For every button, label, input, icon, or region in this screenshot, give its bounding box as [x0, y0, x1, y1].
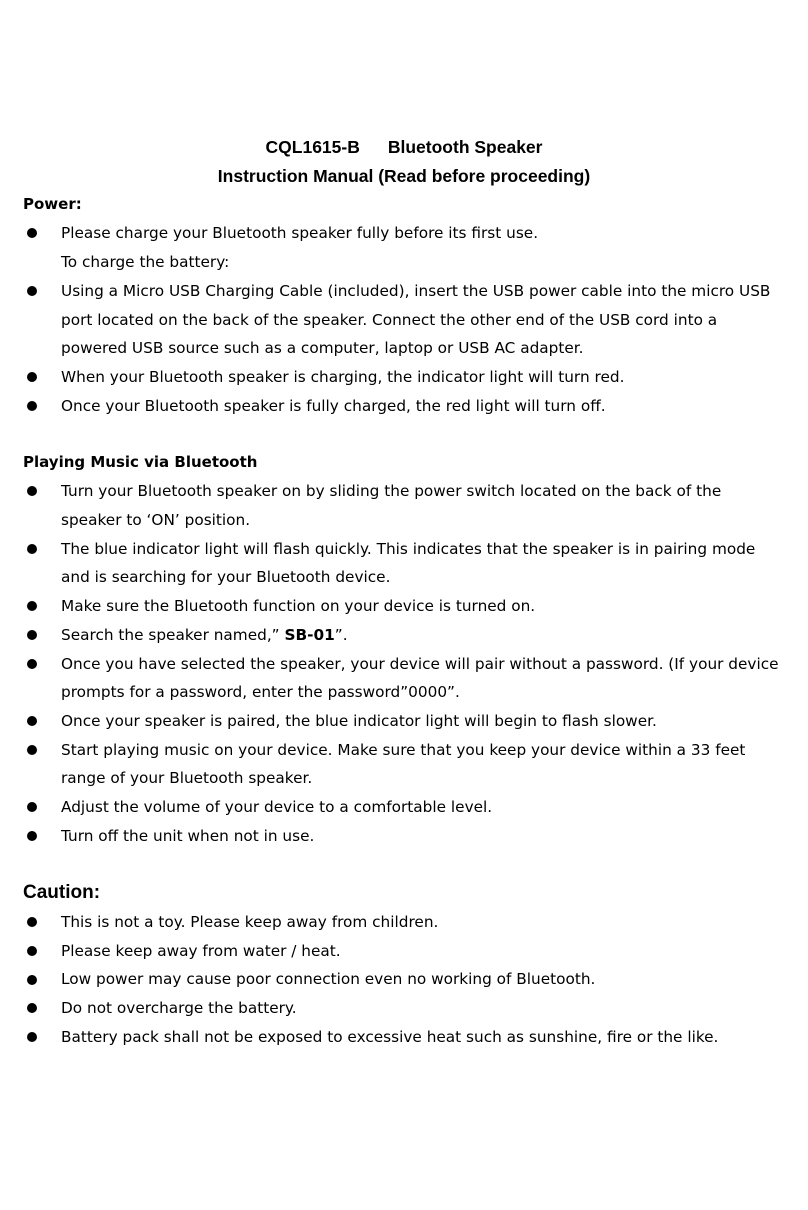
power-line: To charge the battery:	[61, 253, 230, 271]
playing-line: Adjust the volume of your device to a comfortable level.	[61, 798, 493, 816]
bullet-icon	[27, 659, 37, 669]
power-line: Using a Micro USB Charging Cable (included), insert the USB power cable into the micro USB	[61, 282, 771, 300]
playing-line: Turn off the unit when not in use.	[61, 827, 315, 845]
bullet-icon	[27, 486, 37, 496]
bullet-icon	[27, 372, 37, 382]
bullet-icon	[27, 630, 37, 640]
caution-item: This is not a toy. Please keep away from children.	[61, 913, 439, 931]
playing-line: The blue indicator light will flash quickly. This indicates that the speaker is in pairing mode	[61, 540, 756, 558]
caution-item: Please keep away from water / heat.	[61, 942, 341, 960]
bullet-icon	[27, 745, 37, 755]
bullet-icon	[27, 831, 37, 841]
bullet-icon	[27, 401, 37, 411]
power-line: Once your Bluetooth speaker is fully charged, the red light will turn off.	[61, 397, 606, 415]
playing-line: Start playing music on your device. Make sure that you keep your device within a 33 feet	[61, 741, 746, 759]
bullet-icon	[27, 917, 37, 927]
bullet-icon	[27, 601, 37, 611]
bullet-icon	[27, 1003, 37, 1013]
product-name: Bluetooth Speaker	[387, 137, 543, 157]
bullet-icon	[27, 946, 37, 956]
model-number: CQL1615-B	[265, 137, 360, 157]
bullet-icon	[27, 975, 37, 985]
caution-item: Do not overcharge the battery.	[61, 999, 297, 1017]
playing-music-heading: Playing Music via Bluetooth	[23, 453, 258, 471]
playing-line: prompts for a password, enter the password”0000”.	[61, 683, 460, 701]
playing-line: Once your speaker is paired, the blue indicator light will begin to flash slower.	[61, 712, 657, 730]
playing-line: Make sure the Bluetooth function on your device is turned on.	[61, 597, 536, 615]
speaker-name-suffix: ”.	[334, 626, 348, 644]
playing-line: Once you have selected the speaker, your device will pair without a password. (If your device	[61, 655, 779, 673]
speaker-name: SB-01	[284, 626, 335, 644]
power-line: Please charge your Bluetooth speaker fully before its first use.	[61, 224, 539, 242]
bullet-icon	[27, 228, 37, 238]
caution-item: Low power may cause poor connection even no working of Bluetooth.	[61, 970, 596, 988]
speaker-name-prefix: Search the speaker named,”	[61, 626, 285, 644]
power-line: powered USB source such as a computer, laptop or USB AC adapter.	[61, 339, 584, 357]
power-heading: Power:	[23, 195, 82, 213]
playing-line: and is searching for your Bluetooth device.	[61, 568, 391, 586]
playing-line: range of your Bluetooth speaker.	[61, 769, 313, 787]
bullet-icon	[27, 544, 37, 554]
power-line: When your Bluetooth speaker is charging, the indicator light will turn red.	[61, 368, 625, 386]
playing-line: Turn your Bluetooth speaker on by sliding the power switch located on the back of the	[61, 482, 722, 500]
bullet-icon	[27, 1032, 37, 1042]
caution-item: Battery pack shall not be exposed to excessive heat such as sunshine, fire or the like.	[61, 1028, 719, 1046]
caution-heading: Caution:	[23, 882, 101, 903]
bullet-icon	[27, 802, 37, 812]
playing-line: speaker to ‘ON’ position.	[61, 511, 251, 529]
document-subtitle: Instruction Manual (Read before proceeding)	[217, 166, 591, 186]
bullet-icon	[27, 286, 37, 296]
bullet-icon	[27, 716, 37, 726]
power-line: port located on the back of the speaker. Connect the other end of the USB cord into a	[61, 311, 718, 329]
playing-line-speaker-name	[61, 625, 348, 645]
document-title	[0, 136, 808, 158]
